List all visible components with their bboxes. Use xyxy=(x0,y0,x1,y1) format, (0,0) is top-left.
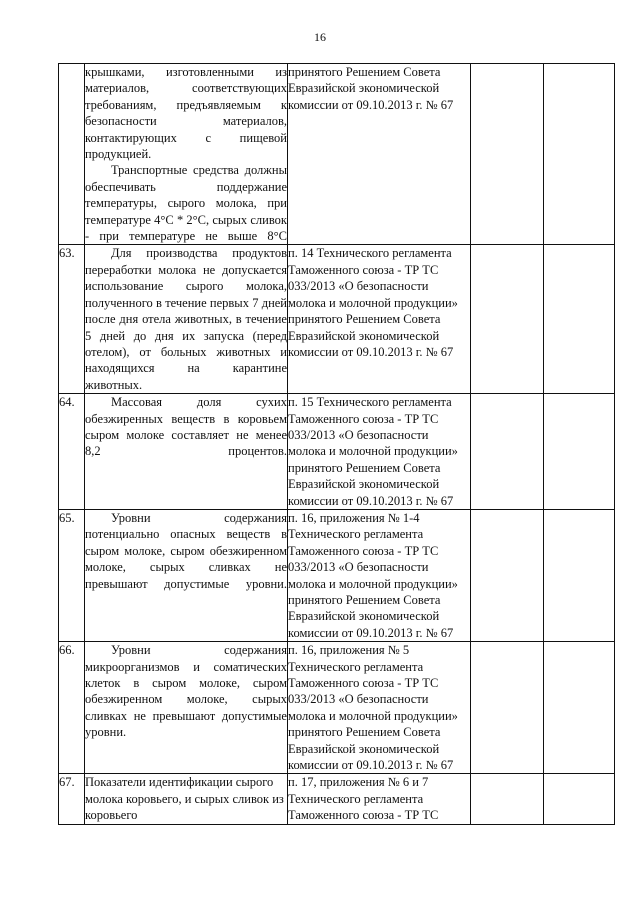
reference-line: Евразийской экономической xyxy=(288,741,440,756)
reference-line: Таможенного союза - ТР ТС xyxy=(288,262,439,277)
reference-line: 033/2013 «О безопасности xyxy=(288,560,429,575)
row-number xyxy=(59,64,85,245)
reference-line: комиссии от 09.10.2013 г. № 67 xyxy=(288,493,454,508)
reference-line: комиссии от 09.10.2013 г. № 67 xyxy=(288,344,454,359)
table-row xyxy=(59,245,615,394)
reference-line: п. 15 Технического регламента xyxy=(288,395,452,410)
reference-line: Технического регламента xyxy=(288,659,424,674)
reference-line: п. 17, приложения № 6 и 7 xyxy=(288,775,429,790)
requirement-cell xyxy=(85,245,288,394)
reference-line: молока и молочной продукции» xyxy=(288,444,458,459)
reference-line: Евразийской экономической xyxy=(288,609,440,624)
requirement-text: Для производства продуктов переработки молока не допускается использование сырого молока, полученного в течение первых 7 дней после дня отела животных, в течение 5 дней до дня их запуска (перед отелом), от больных животных и находящихся на карантине животных. xyxy=(85,246,287,392)
empty-cell-2 xyxy=(544,509,615,641)
reference-line: Евразийской экономической xyxy=(288,328,440,343)
requirement-text: Массовая доля сухих обезжиренных веществ в коровьем сыром молоке составляет не менее 8,2 процентов. xyxy=(85,395,287,459)
reference-line: принятого Решением Совета xyxy=(288,593,441,607)
reference-line: п. 16, приложения № 1-4 xyxy=(288,510,420,525)
requirement-text: Показатели идентификации сырого молока коровьего, и сырых сливок из коровьего xyxy=(85,775,284,823)
table-row xyxy=(59,642,615,774)
reference-cell xyxy=(288,509,471,641)
requirement-cell xyxy=(85,509,288,641)
requirement-cell xyxy=(85,774,288,824)
reference-cell xyxy=(288,642,471,774)
reference-cell xyxy=(288,774,471,824)
reference-line: молока и молочной продукции» xyxy=(288,576,458,591)
row-number: 67. xyxy=(59,774,85,824)
reference-line: молока и молочной продукции» xyxy=(288,295,458,310)
empty-cell-2 xyxy=(544,642,615,774)
reference-line: комиссии от 09.10.2013 г. № 67 xyxy=(288,625,454,640)
row-number: 66. xyxy=(59,642,85,774)
row-number: 63. xyxy=(59,245,85,394)
requirement-text: крышками, изготовленными из материалов, соответствующих требованиям, предъявляемым к безопасности материалов, контактирующих с пищевой продукцией. xyxy=(85,65,287,162)
row-number: 65. xyxy=(59,509,85,641)
requirement-text: Уровни содержания потенциально опасных веществ в сыром молоке, сыром обезжиренном молоке, сырых сливках не превышают допустимые уровни. xyxy=(85,510,287,591)
reference-line: 033/2013 «О безопасности xyxy=(288,427,429,442)
reference-line: комиссии от 09.10.2013 г. № 67 xyxy=(288,758,454,773)
empty-cell-2 xyxy=(544,245,615,394)
reference-line: принятого Решением Совета xyxy=(288,65,441,79)
empty-cell-1 xyxy=(471,509,544,641)
reference-cell xyxy=(288,245,471,394)
table-row xyxy=(59,509,615,641)
empty-cell-1 xyxy=(471,64,544,245)
requirement-text: Уровни содержания микроорганизмов и соматических клеток в сыром молоке, сыром обезжиренном молоке, сырых сливках не превышают допустимые уровни. xyxy=(85,643,287,740)
row-number: 64. xyxy=(59,394,85,510)
reference-line: 033/2013 «О безопасности xyxy=(288,279,429,294)
reference-cell xyxy=(288,394,471,510)
table-row xyxy=(59,64,615,245)
requirement-cell xyxy=(85,394,288,510)
reference-line: принятого Решением Совета xyxy=(288,460,441,475)
reference-line: п. 16, приложения № 5 xyxy=(288,643,410,658)
empty-cell-1 xyxy=(471,774,544,824)
empty-cell-2 xyxy=(544,394,615,510)
page-number: 16 xyxy=(314,30,326,44)
requirements-table xyxy=(58,63,615,825)
empty-cell-1 xyxy=(471,394,544,510)
reference-line: Таможенного союза - ТР ТС xyxy=(288,676,439,691)
reference-line: Таможенного союза - ТР ТС xyxy=(288,808,439,823)
reference-line: 033/2013 «О безопасности xyxy=(288,692,429,707)
table-row xyxy=(59,394,615,510)
table-row xyxy=(59,774,615,824)
requirement-text: Транспортные средства должны обеспечивать поддержание температуры, сырого молока, при температуре 4°C * 2°C, сырых сливок - при температуре не выше 8°C xyxy=(85,163,287,244)
reference-line: п. 14 Технического регламента xyxy=(288,246,452,261)
requirement-cell xyxy=(85,642,288,774)
reference-line: Евразийской экономической xyxy=(288,477,440,492)
reference-line: Таможенного союза - ТР ТС xyxy=(288,411,439,426)
reference-line: молока и молочной продукции» xyxy=(288,708,458,723)
requirement-cell xyxy=(85,64,288,245)
reference-line: комиссии от 09.10.2013 г. № 67 xyxy=(288,97,454,112)
reference-line: Технического регламента xyxy=(288,527,424,542)
reference-line: Технического регламента xyxy=(288,791,424,806)
empty-cell-1 xyxy=(471,642,544,774)
reference-line: Таможенного союза - ТР ТС xyxy=(288,543,439,558)
reference-line: принятого Решением Совета xyxy=(288,312,441,327)
reference-line: Евразийской экономической xyxy=(288,81,440,96)
empty-cell-2 xyxy=(544,64,615,245)
empty-cell-2 xyxy=(544,774,615,824)
empty-cell-1 xyxy=(471,245,544,394)
reference-cell xyxy=(288,64,471,245)
reference-line: принятого Решением Совета xyxy=(288,725,441,740)
